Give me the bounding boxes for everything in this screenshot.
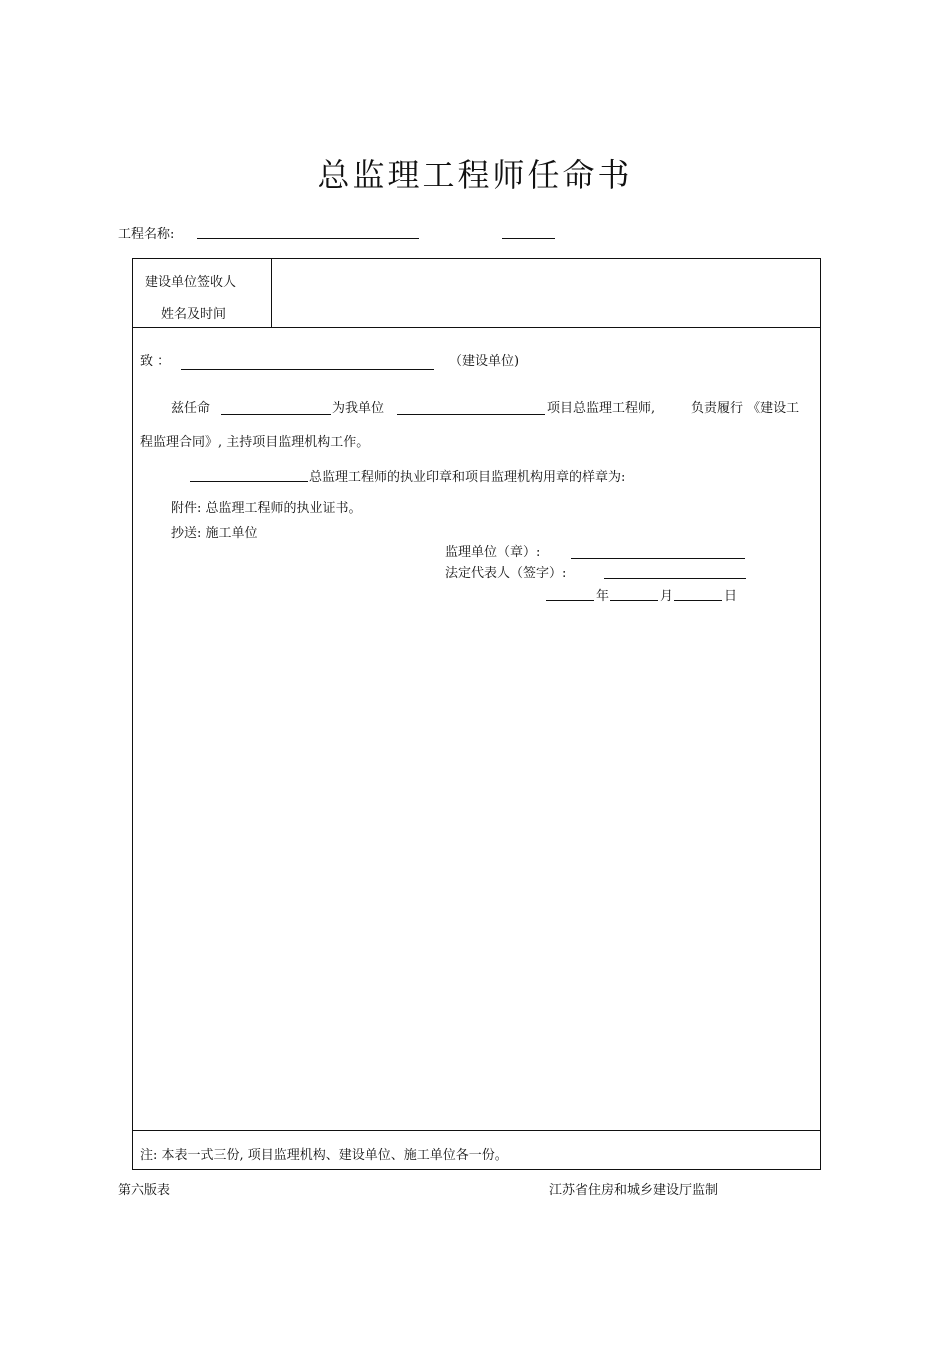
month-label: 月 [660, 589, 674, 604]
footer-issuer: 江苏省住房和城乡建设厅监制 [549, 1183, 719, 1198]
unit-seal-label: 监理单位（章）: [445, 545, 541, 560]
legal-rep-label: 法定代表人（签字）: [445, 566, 567, 581]
appoint-mid: 为我单位 [332, 401, 385, 416]
legal-rep-field[interactable] [604, 578, 746, 579]
project-name-label: 工程名称: [118, 227, 175, 242]
form-box [132, 258, 821, 1170]
signer-input-cell[interactable] [273, 260, 819, 326]
signer-label-line1: 建设单位签收人 [145, 275, 237, 290]
header-divider [271, 259, 272, 327]
attachment-text: 附件: 总监理工程师的执业证书。 [171, 501, 362, 516]
project-field[interactable] [397, 414, 545, 415]
header-bottom-rule [133, 327, 821, 328]
client-unit-field[interactable] [181, 369, 434, 370]
project-name-field[interactable] [197, 238, 419, 239]
note-text: 注: 本表一式三份, 项目监理机构、建设单位、施工单位各一份。 [140, 1148, 508, 1163]
appoint-tail: 项目总监理工程师, [547, 401, 656, 416]
project-number-field[interactable] [502, 238, 555, 239]
unit-seal-field[interactable] [571, 558, 745, 559]
cc-text: 抄送: 施工单位 [171, 526, 258, 541]
month-field[interactable] [610, 600, 658, 601]
appoint-prefix: 兹任命 [171, 401, 211, 416]
appoint-tail2: 负责履行 《建设工 [691, 401, 800, 416]
engineer-name-field[interactable] [221, 414, 331, 415]
footer-edition: 第六版表 [118, 1183, 171, 1198]
seal-engineer-field[interactable] [190, 481, 308, 482]
day-field[interactable] [674, 600, 722, 601]
year-label: 年 [596, 589, 610, 604]
signer-label-line2: 姓名及时间 [161, 307, 227, 322]
day-label: 日 [724, 589, 738, 604]
year-field[interactable] [546, 600, 594, 601]
seal-text: 总监理工程师的执业印章和项目监理机构用章的样章为: [309, 470, 626, 485]
appoint-line2: 程监理合同》, 主持项目监理机构工作。 [140, 435, 370, 450]
note-top-rule [133, 1130, 821, 1131]
to-suffix: （建设单位) [449, 354, 520, 369]
page-title: 总监理工程师任命书 [317, 156, 633, 194]
to-label: 致 ： [140, 354, 171, 369]
